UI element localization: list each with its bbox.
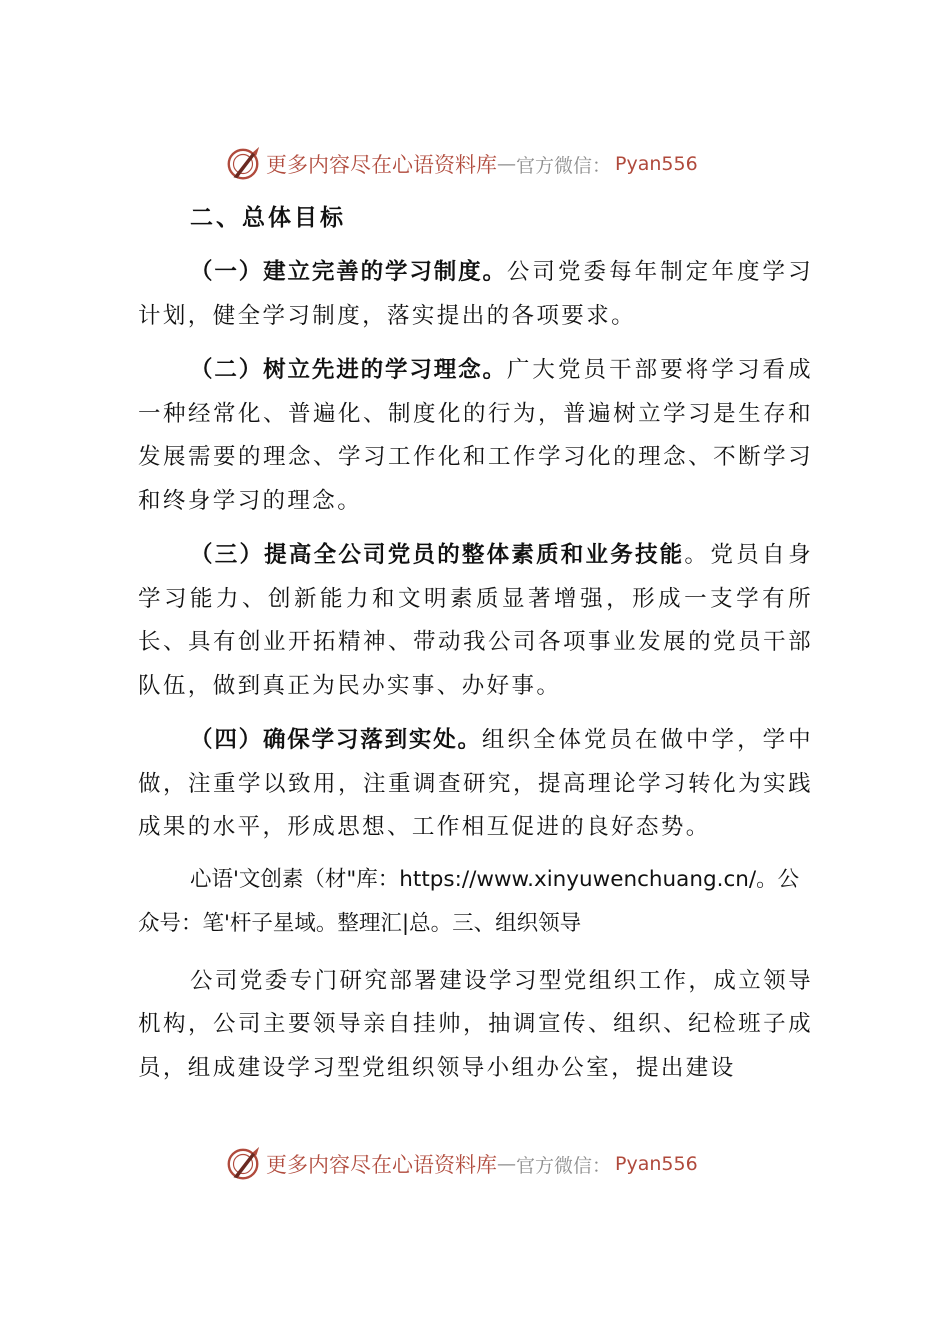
paragraph-1-lead: （一）建立完善的学习制度。 — [190, 259, 507, 285]
paragraph-2-lead: （二）树立先进的学习理念。 — [190, 357, 507, 383]
watermark-wechat-label: 官方微信： — [516, 154, 612, 177]
watermark-banner-top — [224, 142, 698, 186]
paragraph-2 — [138, 349, 813, 523]
section-heading: 二、总体目标 — [190, 205, 346, 231]
document-body — [138, 192, 813, 1090]
paragraph-4-lead: （四）确保学习落到实处。 — [190, 727, 482, 753]
watermark-text: 更多内容尽在心语资料库 — [266, 1153, 497, 1177]
watermark-dash: — — [497, 153, 516, 175]
quill-logo-icon — [224, 145, 262, 183]
paragraph-4 — [138, 719, 813, 850]
watermark-wechat-id: Pyan556 — [615, 1153, 698, 1175]
paragraph-3 — [138, 534, 813, 708]
quill-logo-icon — [224, 1145, 262, 1183]
paragraph-4-body: 组织全体党员在做中学，学中做，注重学以致用，注重调查研究，提高理论学习转化为实践成果的水平，形成思想、工作相互促进的良好态势。 — [138, 727, 814, 840]
paragraph-3-lead: （三）提高全公司党员的整体素质和业务技能 — [190, 542, 685, 568]
inserted-source-line: 心语'文创素（材"库：https://www.xinyuwenchuang.cn/。公众号：笔'杆子星域。整理汇|总。三、组织领导 — [138, 866, 800, 936]
paragraph-1 — [138, 251, 813, 338]
paragraph-5: 公司党委专门研究部署建设学习型党组织工作，成立领导机构，公司主要领导亲自挂帅，抽调宣传、组织、纪检班子成员，组成建设学习型党组织领导小组办公室，提出建设 — [138, 967, 813, 1081]
paragraph-1-body: 公司党委每年制定年度学习计划，健全学习制度，落实提出的各项要求。 — [138, 259, 813, 329]
watermark-wechat-label: 官方微信： — [516, 1154, 612, 1177]
paragraph-3-body: 。党员自身学习能力、创新能力和文明素质显著增强，形成一支学有所长、具有创业开拓精神、带动我公司各项事业发展的党员干部队伍，做到真正为民办实事、办好事。 — [138, 542, 813, 699]
watermark-dash: — — [497, 1153, 516, 1175]
watermark-wechat-id: Pyan556 — [615, 153, 698, 175]
paragraph-2-body: 广大党员干部要将学习看成一种经常化、普遍化、制度化的行为，普遍树立学习是生存和发展需要的理念、学习工作化和工作学习化的理念、不断学习和终身学习的理念。 — [138, 357, 813, 514]
watermark-text: 更多内容尽在心语资料库 — [266, 153, 497, 177]
watermark-banner-bottom — [224, 1142, 698, 1186]
